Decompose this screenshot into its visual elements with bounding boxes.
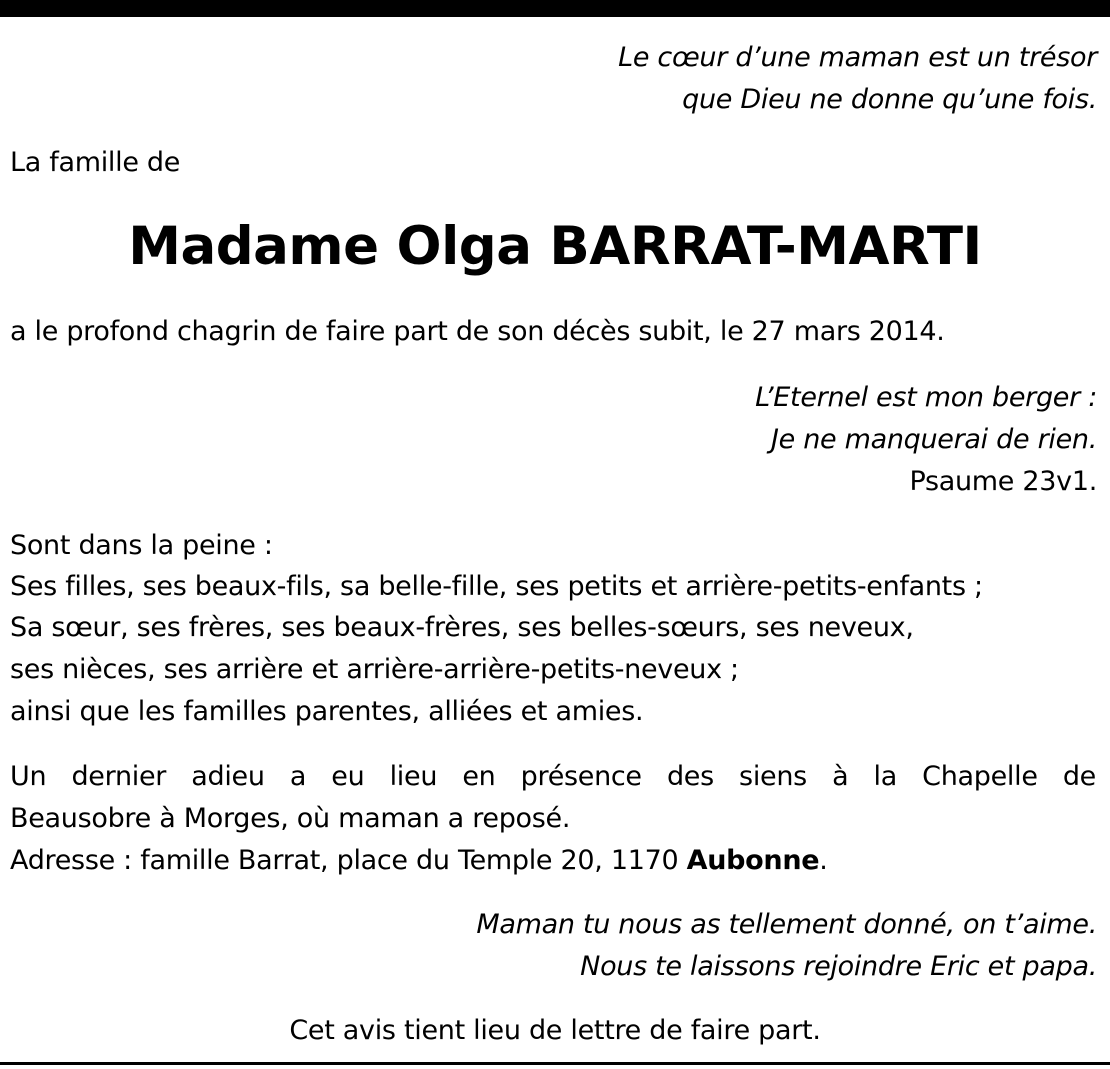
top-border-rule [0,0,1110,17]
epigraph-line-1: Le cœur d’une maman est un trésor [618,42,1097,73]
deceased-name-heading: Madame Olga BARRAT-MARTI [128,216,982,277]
psalm-line-2: Je ne manquerai de rien. [770,424,1097,455]
mourners-line-3: ses nièces, ses arrière et arrière-arrière-petits-neveux ; [10,654,739,685]
mourners-line-1: Ses filles, ses beaux-fils, sa belle-fille, ses petits et arrière-petits-enfants ; [10,571,983,602]
closing-line-2: Nous te laissons rejoindre Eric et papa. [580,951,1097,982]
bottom-border-rule [0,1062,1110,1065]
announcement-text: a le profond chagrin de faire part de son décès subit, le 27 mars 2014. [10,316,945,347]
mourners-line-4: ainsi que les familles parentes, alliées et amies. [10,696,644,727]
farewell-line-1: Un dernier adieu a eu lieu en présence des siens à la Chapelle de [10,761,1096,792]
address-period: . [819,845,828,876]
mourners-line-2: Sa sœur, ses frères, ses beaux-frères, ses belles-sœurs, ses neveux, [10,612,914,643]
closing-line-1: Maman tu nous as tellement donné, on t’aime. [476,909,1097,940]
address-text: Adresse : famille Barrat, place du Temple 20, 1170 [10,845,687,876]
psalm-reference: Psaume 23v1. [909,466,1097,497]
psalm-line-1: L’Eternel est mon berger : [755,382,1097,413]
mourners-heading: Sont dans la peine : [10,530,273,561]
farewell-line-2: Beausobre à Morges, où maman a reposé. [10,803,571,834]
footer-note: Cet avis tient lieu de lettre de faire part. [289,1015,821,1046]
intro-text: La famille de [10,147,181,178]
farewell-address [10,843,828,879]
address-city: Aubonne [686,845,820,876]
epigraph-line-2: que Dieu ne donne qu’une fois. [682,84,1097,115]
